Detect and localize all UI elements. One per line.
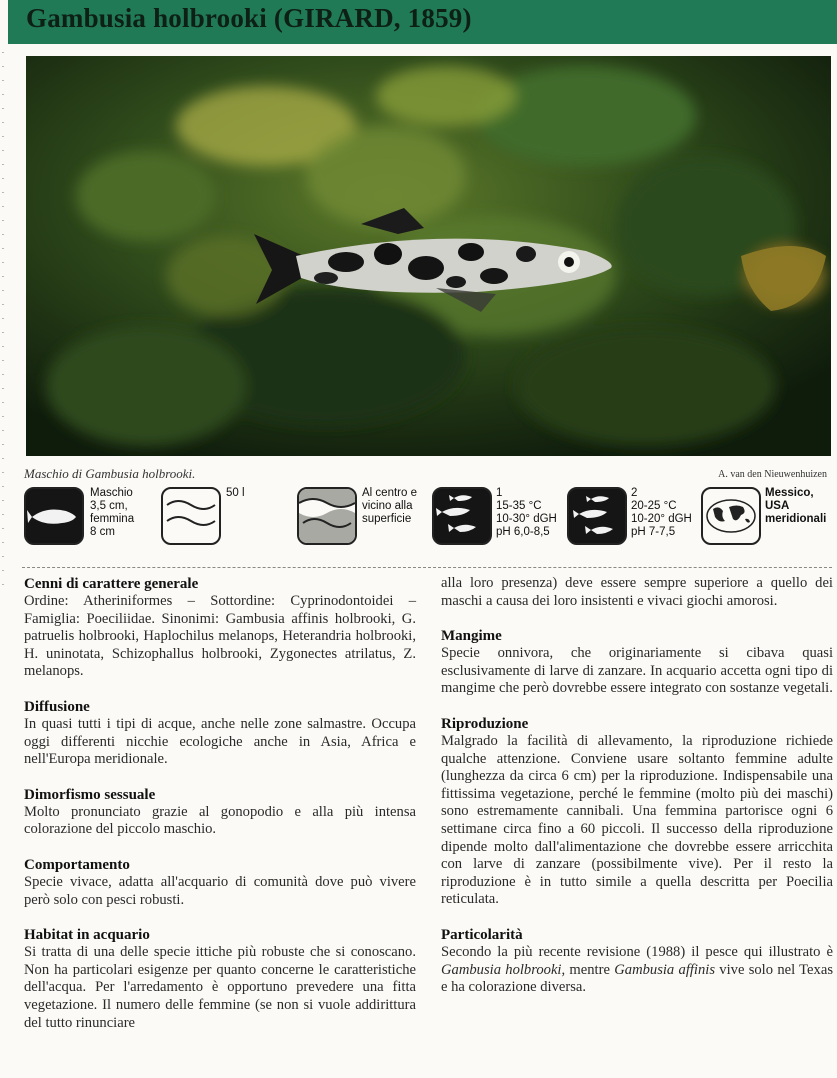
section-habitat-continued (441, 575, 833, 610)
size-text (90, 487, 134, 539)
photo-caption: Maschio di Gambusia holbrooki. (24, 466, 196, 481)
section-title: Diffusione (24, 698, 90, 715)
photo-credit: A. van den Nieuwenhuizen (718, 469, 827, 480)
world-map-icon (701, 487, 761, 545)
section-text: Specie onnivora, che originariamente si cibava quasi esclusivamente di larve di zanzare. In acquario accetta ogni tipo di mangime che però dovrebbe essere integrato con sostanze vegetali. (441, 645, 833, 697)
fish-photo (26, 56, 831, 456)
volume-text: 50 l (226, 487, 245, 499)
size-value: Maschio 3,5 cm, femmina 8 cm (90, 487, 135, 538)
fish-size-icon (24, 487, 84, 545)
section-text: Si tratta di una delle specie ittiche più robuste che si conoscano. Non ha particolari esigenze per quanto concerne le caratteristiche dell'acqua. Per l'arredamento è opportuno prevedere una fitta vegetazione. Il numero delle femmine (se non si vuole addirittura del tutto rinunciare (24, 944, 416, 1031)
distribution-text (765, 487, 826, 526)
section-diffusione (24, 698, 416, 769)
section-dimorfismo (24, 786, 416, 839)
species-name: Gambusia affinis (614, 961, 716, 978)
section-title: Habitat in acquario (24, 927, 150, 944)
text-part: Secondo la più recente revisione (1988) il pesce qui illustrato è (441, 943, 833, 960)
water-2-text (631, 487, 692, 539)
section-particolarita (441, 926, 833, 997)
zone-text (362, 487, 417, 526)
section-text: Ordine: Atheriniformes – Sottordine: Cyprinodontoidei – Famiglia: Poeciliidae. Sinonimi: Gambusia affinis holbrooki, G. patruelis holbrooki, Haplochilus melanops, Heterandria holbrooki, H. uninotata, Schizophallus holbrooki, Zygonectes atrilatus, Z. melanops. (24, 593, 416, 680)
section-title: Comportamento (24, 856, 130, 873)
title-bar (8, 0, 837, 44)
left-column (24, 575, 416, 1049)
section-cenni (24, 575, 416, 681)
species-name: Gambusia holbrooki (441, 961, 562, 978)
section-title: Dimorfismo sessuale (24, 786, 156, 803)
water-2-icon (567, 487, 627, 545)
section-title: Cenni di carattere generale (24, 576, 199, 592)
section-comportamento (24, 856, 416, 909)
section-text: alla loro presenza) deve essere sempre superiore a quello dei maschi a causa dei loro insistenti e vivaci giochi amorosi. (441, 575, 833, 609)
section-title: Mangime (441, 628, 502, 645)
section-text: Molto pronunciato grazie al gonopodio e alla più intensa colorazione del piccolo maschio. (24, 803, 416, 838)
section-text: Specie vivace, adatta all'acquario di comunità dove può vivere però solo con pesci robusti. (24, 873, 416, 908)
icon-strip (24, 487, 834, 547)
tank-volume-icon (161, 487, 221, 545)
section-habitat (24, 926, 416, 1032)
section-text: Malgrado la facilità di allevamento, la riproduzione richiede qualche attenzione. Conviene usare soltanto femmine adulte (lunghezza da circa 6 cm) per la riproduzione. Indispensabile una fittissima vegetazione, perché le femmine (molto più dei maschi) sono estremamente cannibali. Una femmina partorisce ogni 6 settimane circa fino a 60 piccoli. Il successo della riproduzione dipende molto dall'alimentazione che dovrebbe essere arricchita con larve di zanzare (possibilmente vive). Per il resto la riproduzione è in tutto simile a quella descritta per Poecilia reticulata. (441, 732, 833, 908)
section-divider (22, 567, 832, 568)
right-column (441, 575, 833, 1014)
page-title: Gambusia holbrooki (GIRARD, 1859) (26, 3, 472, 33)
text-part: , mentre (561, 961, 615, 978)
swim-zone-icon (297, 487, 357, 545)
water-1-value: 1 15-35 °C 10-30° dGH pH 6,0-8,5 (496, 487, 557, 538)
section-riproduzione (441, 715, 833, 909)
section-text (441, 944, 833, 997)
water-1-icon (432, 487, 492, 545)
section-mangime (441, 627, 833, 698)
water-1-text (496, 487, 557, 539)
margin-dotted-line (2, 52, 4, 592)
water-2-value: 2 20-25 °C 10-20° dGH pH 7-7,5 (631, 487, 692, 538)
zone-value: Al centro e vicino alla superficie (362, 487, 417, 525)
text-part: vive solo nel Texas e ha colorazione diversa. (441, 961, 833, 996)
distribution-value: Messico, USA meridionali (765, 487, 827, 525)
section-text: In quasi tutti i tipi di acque, anche nelle zone salmastre. Occupa oggi differenti nicchie ecologiche anche in Asia, Africa e nell'Europa meridionale. (24, 715, 416, 768)
section-title: Particolarità (441, 926, 523, 943)
section-title: Riproduzione (441, 715, 529, 732)
